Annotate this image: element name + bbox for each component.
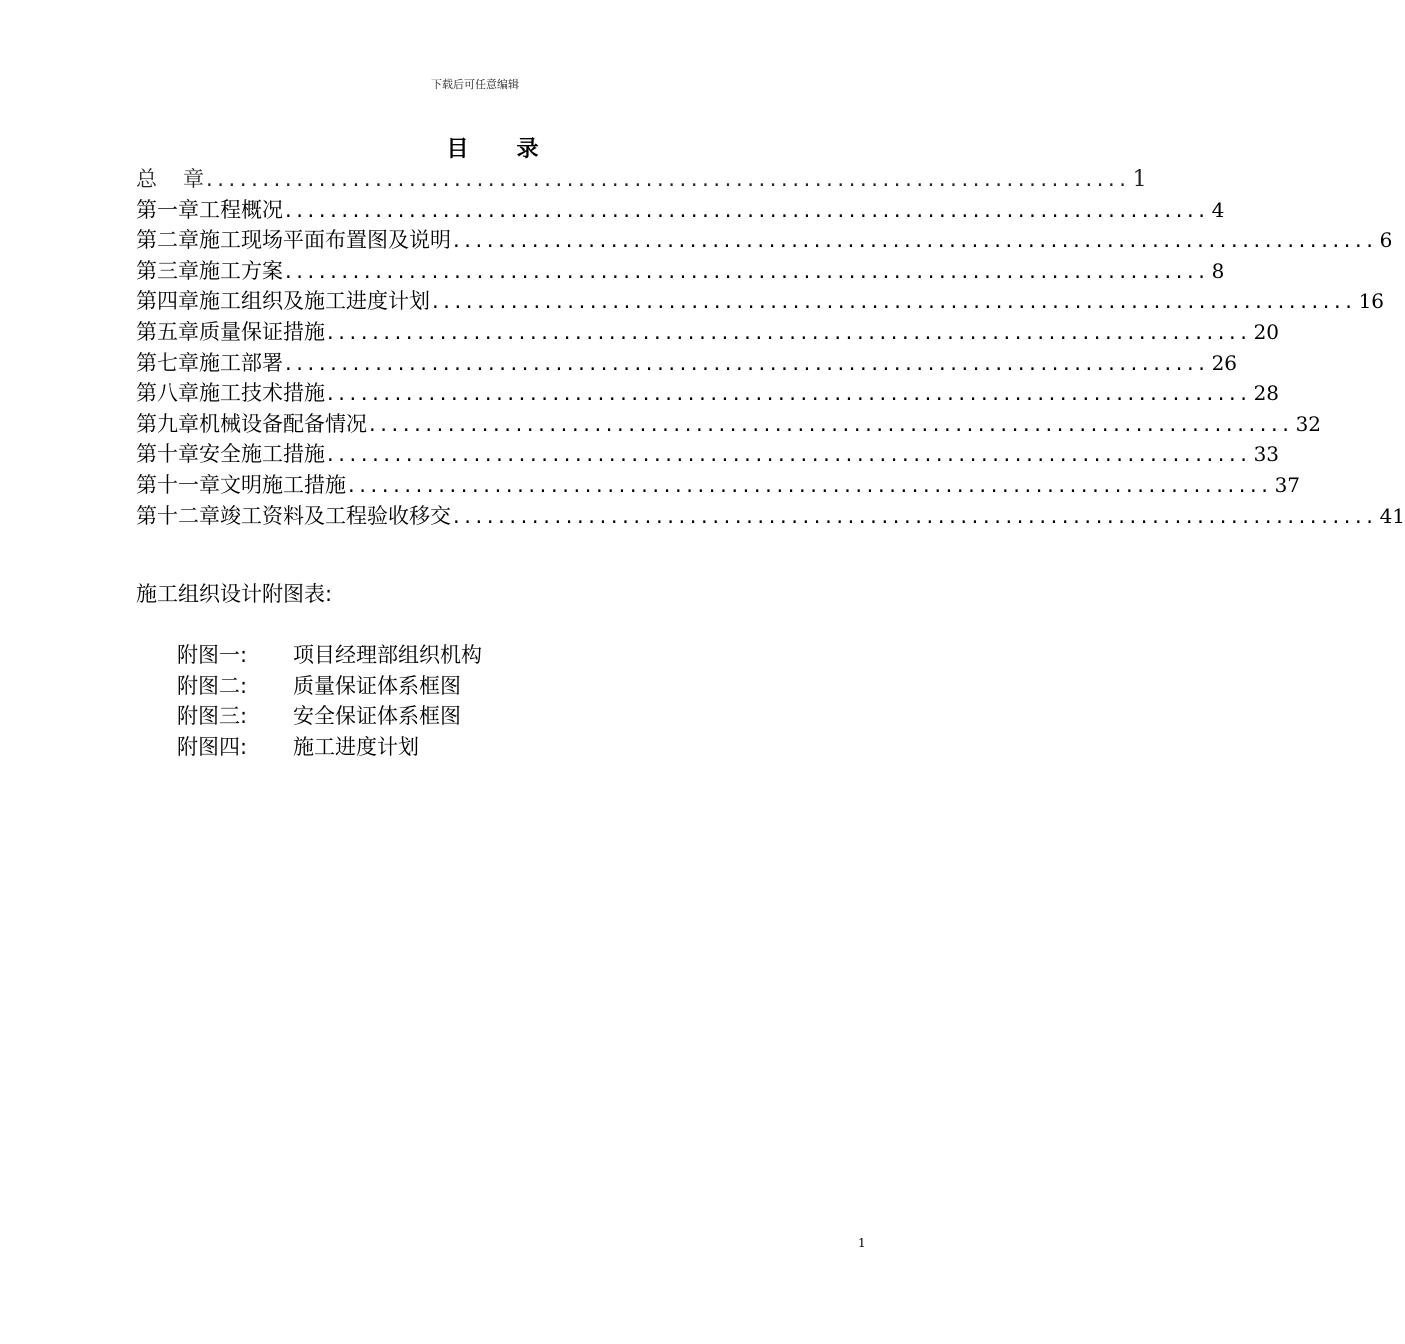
toc-page: 32 bbox=[1295, 411, 1322, 436]
toc-title bbox=[0, 132, 985, 163]
toc-title-text: 质量保证措施 bbox=[199, 319, 325, 344]
appendix-item bbox=[177, 732, 482, 763]
toc-leader-dots: .................................................................................. bbox=[285, 197, 1210, 222]
toc-title-text: 施工现场平面布置图及说明 bbox=[199, 228, 451, 253]
toc-chapter: 第一章 bbox=[136, 197, 199, 222]
appendix-list bbox=[177, 640, 482, 762]
appendix-item bbox=[177, 640, 482, 671]
toc-title-left: 目 bbox=[446, 137, 469, 162]
toc-title-text: 施工方案 bbox=[199, 258, 283, 283]
toc-title-right: 录 bbox=[516, 137, 539, 162]
toc-page: 26 bbox=[1211, 350, 1238, 375]
toc-chapter: 第九章 bbox=[136, 411, 199, 436]
toc-row[interactable] bbox=[136, 409, 1322, 440]
toc-chapter-part-2: 章 bbox=[183, 167, 204, 191]
toc-row[interactable] bbox=[136, 501, 1405, 532]
toc-row[interactable] bbox=[136, 317, 1280, 348]
header-note: 下载后可任意编辑 bbox=[431, 78, 519, 91]
toc-chapter: 第十一章 bbox=[136, 472, 220, 497]
toc-title-text: 文明施工措施 bbox=[220, 472, 346, 497]
toc-page: 37 bbox=[1274, 472, 1301, 497]
appendix-label: 附图三: bbox=[177, 704, 248, 728]
toc-page: 20 bbox=[1253, 319, 1280, 344]
toc-leader-dots: .................................................................................. bbox=[369, 411, 1294, 436]
toc-page: 6 bbox=[1379, 228, 1393, 253]
appendix-heading: 施工组织设计附图表: bbox=[136, 582, 333, 606]
toc-page: 33 bbox=[1253, 442, 1280, 467]
appendix-label: 附图一: bbox=[177, 643, 248, 667]
toc-leader-dots: .................................................................................. bbox=[327, 381, 1252, 406]
toc-title-text: 工程概况 bbox=[199, 197, 283, 222]
toc-chapter: 第十二章 bbox=[136, 503, 220, 528]
toc-row[interactable] bbox=[136, 378, 1280, 409]
toc-page: 8 bbox=[1211, 258, 1225, 283]
toc-row[interactable] bbox=[136, 348, 1238, 379]
toc-chapter: 第七章 bbox=[136, 350, 199, 375]
toc-page: 28 bbox=[1253, 381, 1280, 406]
toc-leader-dots: .................................................................................. bbox=[348, 472, 1273, 497]
toc-row[interactable] bbox=[136, 256, 1225, 287]
toc-chapter: 第五章 bbox=[136, 319, 199, 344]
toc-row[interactable] bbox=[136, 439, 1280, 470]
toc-title-text: 机械设备配备情况 bbox=[199, 411, 367, 436]
appendix-title: 施工进度计划 bbox=[293, 734, 419, 759]
appendix-title: 质量保证体系框图 bbox=[293, 673, 461, 698]
toc-chapter bbox=[136, 164, 204, 195]
toc-title-text: 施工技术措施 bbox=[199, 381, 325, 406]
appendix-label: 附图四: bbox=[177, 734, 248, 759]
toc-chapter: 第十章 bbox=[136, 442, 199, 467]
toc-title-text: 竣工资料及工程验收移交 bbox=[220, 503, 451, 528]
toc-chapter: 第三章 bbox=[136, 258, 199, 283]
toc-leader-dots: .................................................................................. bbox=[432, 289, 1357, 314]
toc-leader-dots: .................................................................................. bbox=[327, 319, 1252, 344]
toc-leader-dots: .................................................................................. bbox=[285, 350, 1210, 375]
toc-row[interactable] bbox=[136, 164, 1147, 195]
toc-row[interactable] bbox=[136, 470, 1301, 501]
toc-leader-dots: .................................................................................. bbox=[453, 228, 1378, 253]
toc-title-text: 施工组织及施工进度计划 bbox=[199, 289, 430, 314]
toc-row[interactable] bbox=[136, 286, 1385, 317]
page-number: 1 bbox=[858, 1236, 866, 1250]
toc-page: 41 bbox=[1379, 503, 1405, 528]
toc-title-text: 施工部署 bbox=[199, 350, 283, 375]
appendix-title: 项目经理部组织机构 bbox=[293, 643, 482, 667]
toc-chapter: 第四章 bbox=[136, 289, 199, 314]
toc-row[interactable] bbox=[136, 225, 1393, 256]
appendix-label: 附图二: bbox=[177, 673, 248, 698]
toc-row[interactable] bbox=[136, 195, 1225, 226]
toc-page: 16 bbox=[1358, 289, 1385, 314]
toc-leader-dots: .................................................................................. bbox=[285, 258, 1210, 283]
toc-chapter: 第八章 bbox=[136, 381, 199, 406]
toc-chapter: 第二章 bbox=[136, 228, 199, 253]
appendix-item bbox=[177, 701, 482, 732]
toc-leader-dots: .................................................................................. bbox=[327, 442, 1252, 467]
toc-leader-dots: .................................................................................. bbox=[453, 503, 1378, 528]
appendix-title: 安全保证体系框图 bbox=[293, 704, 461, 728]
toc-page: 4 bbox=[1211, 197, 1225, 222]
appendix-item bbox=[177, 671, 482, 702]
toc-page: 1 bbox=[1132, 167, 1147, 192]
toc-title-text: 安全施工措施 bbox=[199, 442, 325, 467]
toc-chapter-part-1: 总 bbox=[136, 167, 157, 191]
toc-leader-dots: .................................................................................. bbox=[206, 167, 1131, 191]
table-of-contents bbox=[136, 164, 1405, 531]
